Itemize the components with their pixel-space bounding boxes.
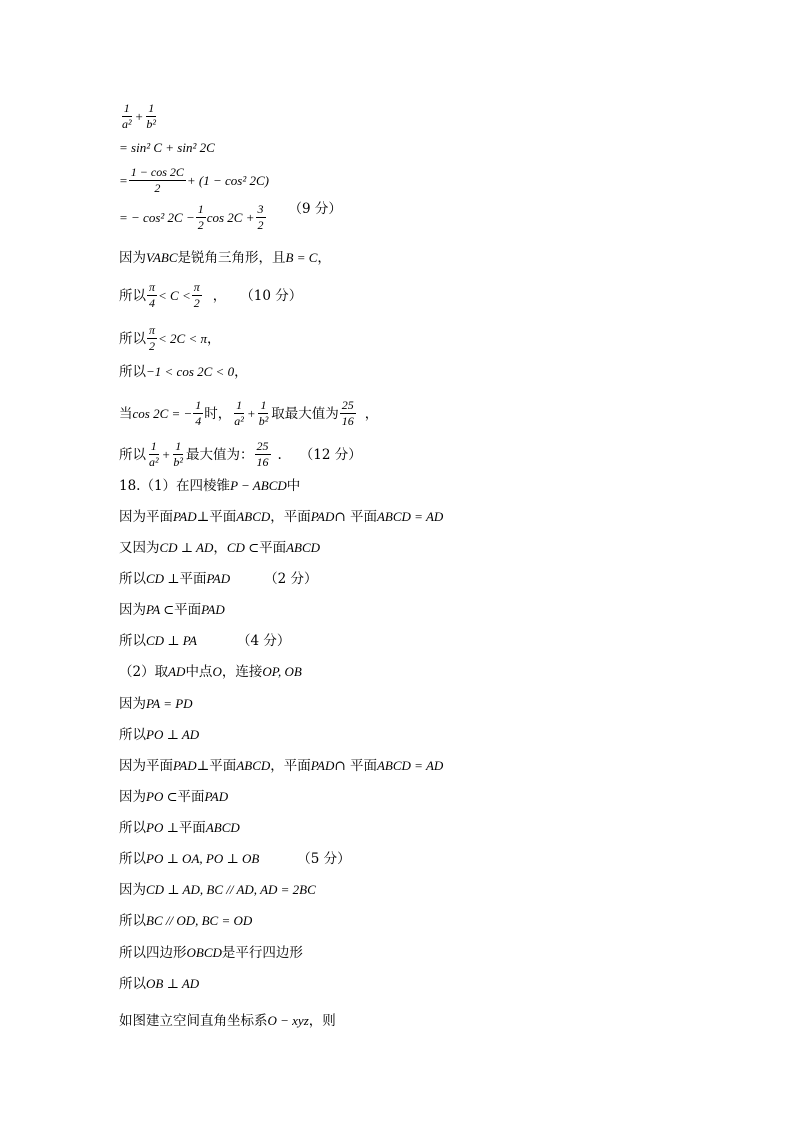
fraction: $\frac{\pi}{4}$ [149, 280, 156, 310]
solution-line: 因为平面 PAD ⊥平面 ABCD ，平面 PAD ∩ 平面 ABCD = AD [119, 509, 444, 525]
solution-line: 所以 $\frac{\pi}{4}$ < C < $\frac{\pi}{2}$ ， （10 分） [119, 280, 303, 310]
fraction: $\frac{3}{2}$ [257, 202, 264, 232]
solution-line: 因为 CD ⊥ AD, BC // AD, AD = 2BC [119, 882, 316, 898]
solution-line: 如图建立空间直角坐标系 O − xyz ，则 [119, 1013, 336, 1029]
solution-line: = − cos² 2C − $\frac{1}{2}$ cos 2C + $\frac{3}{2}$ （9 分） [119, 200, 342, 232]
fraction: $\frac{1 - \cos 2C}{2}$ [130, 165, 184, 195]
fraction: $\frac{\pi}{2}$ [149, 323, 156, 353]
fraction: $\frac{\pi}{2}$ [193, 280, 200, 310]
solution-line: 当 cos 2C = − $\frac{1}{4}$ 时， $\frac{1}{\text{a²}}$ + $\frac{1}{\text{b²}}$ 取最大值为 $\frac{25}{16}$ ， [119, 398, 379, 428]
score-label: （12 分） [299, 446, 362, 463]
solution-line: 所以 $\frac{1}{\text{a²}}$ + $\frac{1}{\text{b²}}$ 最大值为： $\frac{25}{16}$ . （12 分） [119, 439, 362, 469]
solution-line: 所以 BC // OD, BC = OD [119, 913, 253, 929]
fraction: $\frac{25}{16}$ [341, 398, 354, 428]
score-label: （10 分） [240, 287, 303, 304]
solution-line: （2）取 AD 中点 O ，连接 OP, OB [119, 664, 302, 680]
solution-line: 所以 CD ⊥ 平面 PAD （2 分） [119, 571, 318, 587]
fraction: $\frac{1}{4}$ [195, 398, 202, 428]
solution-line: 因为 PA = PD [119, 696, 193, 712]
fraction: $\frac{25}{16}$ [256, 439, 269, 469]
solution-line: 又因为 CD ⊥ AD ， CD ⊂ 平面 ABCD [119, 540, 321, 556]
solution-line: 所以 $\frac{\pi}{2}$ < 2C < π ， [119, 323, 221, 353]
fraction: $\frac{1}{2}$ [197, 202, 204, 232]
fraction: $\frac{1}{\text{a²}}$ [149, 439, 159, 469]
solution-line: 因为 PA ⊂ 平面 PAD [119, 602, 225, 618]
solution-line: 所以 OB ⊥ AD [119, 976, 200, 992]
solution-line: 所以 PO ⊥ AD [119, 727, 200, 743]
fraction: $\frac{1}{\text{a²}}$ [234, 398, 244, 428]
solution-line: 所以 −1 < cos 2C < 0 ， [119, 364, 248, 380]
question-heading: 18.（1）在四棱锥 P − ABCD 中 [119, 478, 301, 494]
solution-line: 因为 VABC 是锐角三角形，且 B = C ， [119, 250, 331, 266]
score-label: （9 分） [288, 200, 342, 217]
solution-line: 因为平面 PAD ⊥平面 ABCD ，平面 PAD ∩ 平面 ABCD = AD [119, 758, 444, 774]
solution-line: 所以四边形 OBCD 是平行四边形 [119, 945, 303, 961]
solution-line: 所以 PO ⊥ OA, PO ⊥ OB （5 分） [119, 851, 351, 867]
score-label: （4 分） [237, 633, 291, 649]
fraction: $\frac{1}{\text{b²}}$ [146, 101, 156, 131]
solution-line: = sin² C + sin² 2C [119, 140, 215, 155]
score-label: （5 分） [297, 851, 351, 867]
solution-line: 因为 PO ⊂ 平面 PAD [119, 789, 229, 805]
fraction: $\frac{1}{\text{a²}}$ [122, 101, 132, 131]
solution-line: 所以 PO ⊥ 平面 ABCD [119, 820, 240, 836]
fraction: $\frac{1}{\text{b²}}$ [173, 439, 183, 469]
score-label: （2 分） [264, 571, 318, 587]
fraction: $\frac{1}{\text{b²}}$ [258, 398, 269, 428]
solution-line: 所以 CD ⊥ PA （4 分） [119, 633, 291, 649]
expr-sum-reciprocal-squares: $\frac{1}{\text{a²}}$ + $\frac{1}{\text{b²}}$ [122, 101, 156, 131]
solution-line: = $\frac{1 - \cos 2C}{2}$ + (1 − cos² 2C) [119, 165, 269, 195]
